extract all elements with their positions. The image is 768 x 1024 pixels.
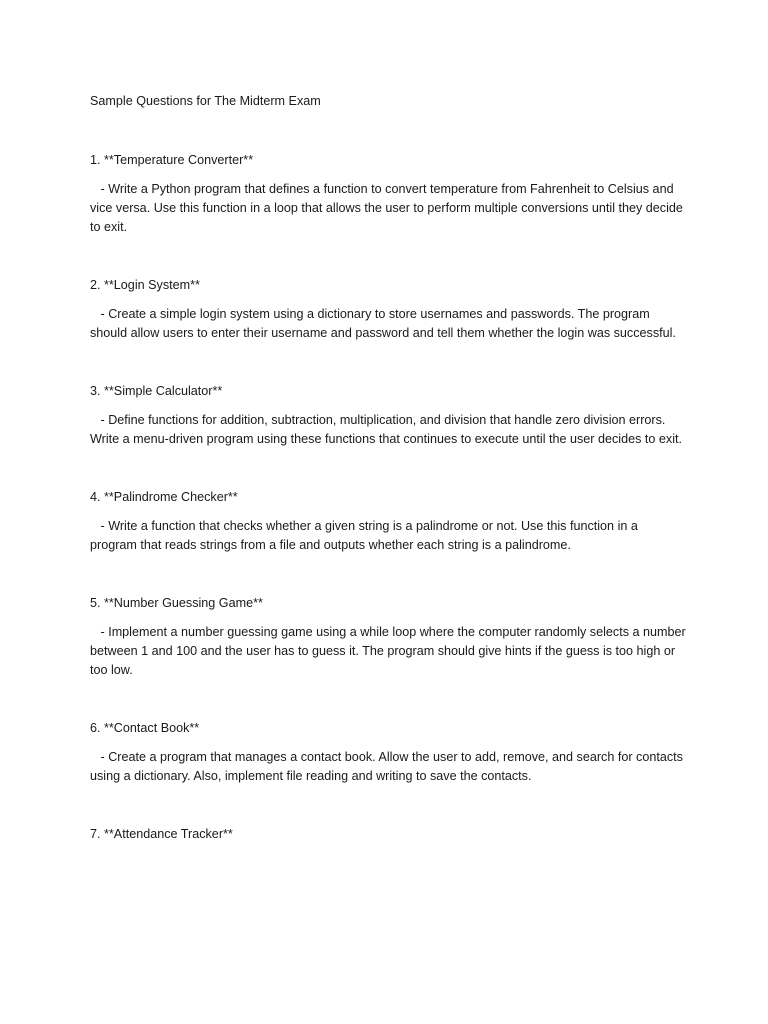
question-7 (90, 825, 686, 844)
question-heading: 2. **Login System** (90, 278, 200, 292)
question-body: - Write a function that checks whether a given string is a palindrome or not. Use this function in a program that reads strings from a file and outputs whether each string is a palindrome. (90, 519, 642, 552)
question-heading: 3. **Simple Calculator** (90, 384, 223, 398)
question-body: - Write a Python program that defines a function to convert temperature from Fahrenheit to Celsius and vice versa. Use this function in a loop that allows the user to perform multiple conversions until they decide to exit. (90, 182, 687, 234)
question-5 (90, 594, 690, 680)
question-body: - Create a program that manages a contact book. Allow the user to add, remove, and search for contacts using a dictionary. Also, implement file reading and writing to save the contacts. (90, 750, 687, 783)
question-body: - Create a simple login system using a dictionary to store usernames and passwords. The program should allow users to enter their username and password and tell them whether the login was successful. (90, 307, 676, 340)
question-3 (90, 382, 686, 449)
question-heading: 4. **Palindrome Checker** (90, 490, 238, 504)
question-1 (90, 151, 686, 237)
question-heading: 6. **Contact Book** (90, 721, 200, 735)
document-content (90, 92, 690, 854)
document-title: Sample Questions for The Midterm Exam (90, 94, 321, 108)
question-6 (90, 719, 686, 786)
question-body: - Implement a number guessing game using a while loop where the computer randomly selects a number between 1 and 100 and the user has to guess it. The program should give hints if the guess is too high or too low. (90, 625, 690, 677)
question-2 (90, 276, 686, 343)
question-heading: 7. **Attendance Tracker** (90, 827, 233, 841)
question-heading: 1. **Temperature Converter** (90, 153, 254, 167)
question-body: - Define functions for addition, subtraction, multiplication, and division that handle zero division errors. Write a menu-driven program using these functions that continues to execute until the user decides to exit. (90, 413, 682, 446)
question-4 (90, 488, 686, 555)
question-heading: 5. **Number Guessing Game** (90, 596, 263, 610)
